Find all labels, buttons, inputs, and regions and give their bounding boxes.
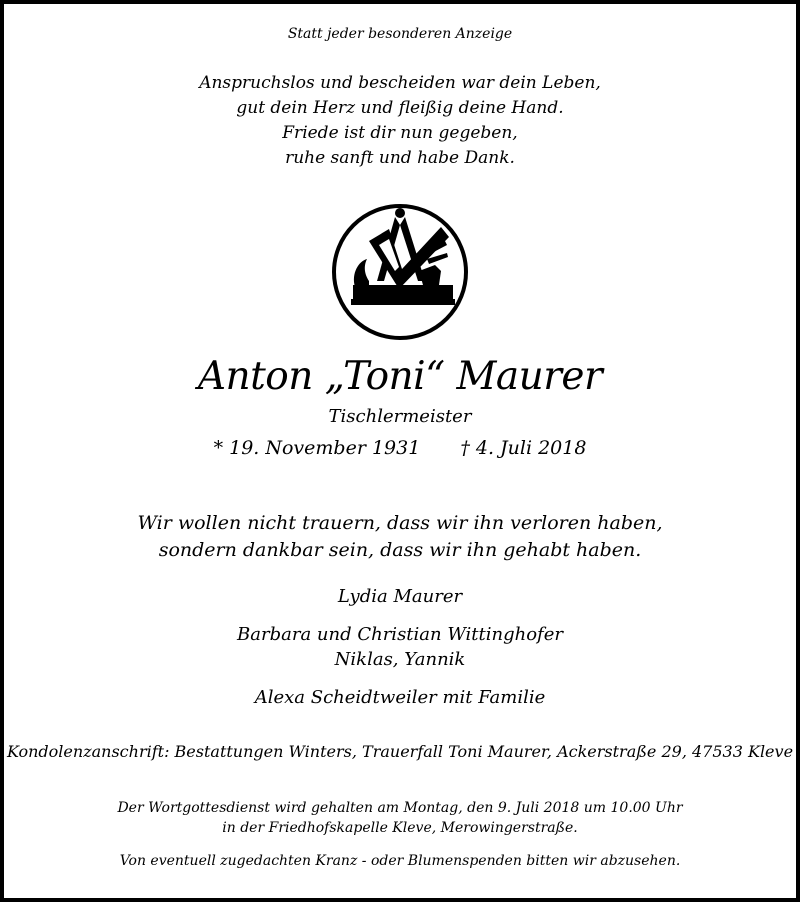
birth-date: * 19. November 1931 [213, 437, 421, 459]
verse-line: Friede ist dir nun gegeben, [282, 123, 518, 143]
deceased-name: Anton „Toni“ Maurer [197, 354, 603, 399]
life-dates [4, 437, 796, 459]
mourner: Lydia Maurer [337, 586, 463, 607]
carpenter-guild-emblem-icon [329, 201, 471, 343]
header-note: Statt jeder besonderen Anzeige [287, 26, 513, 42]
verse-line: Anspruchslos und bescheiden war dein Leben, [199, 73, 601, 93]
profession: Tischlermeister [328, 406, 472, 427]
quote-line: sondern dankbar sein, dass wir ihn gehabt haben. [158, 539, 642, 561]
mourner: Barbara und Christian Wittinghofer [237, 624, 563, 645]
verse-line: ruhe sanft und habe Dank. [285, 148, 515, 168]
mourner: Alexa Scheidtweiler mit Familie [254, 687, 546, 708]
condolence-address: Kondolenzanschrift: Bestattungen Winters, Trauerfall Toni Maurer, Ackerstraße 29, 47533 Kleve [6, 742, 794, 761]
service-line: Der Wortgottesdienst wird gehalten am Montag, den 9. Juli 2018 um 10.00 Uhr [117, 800, 683, 816]
service-line: in der Friedhofskapelle Kleve, Merowingerstraße. [222, 820, 578, 836]
death-date: † 4. Juli 2018 [460, 437, 587, 459]
flowers-note: Von eventuell zugedachten Kranz - oder Blumenspenden bitten wir abzusehen. [119, 853, 681, 869]
quote [4, 510, 796, 564]
quote-line: Wir wollen nicht trauern, dass wir ihn verloren haben, [137, 512, 663, 534]
verse [4, 71, 796, 171]
service-info [4, 798, 796, 838]
mourner: Niklas, Yannik [334, 649, 466, 670]
verse-line: gut dein Herz und fleißig deine Hand. [236, 98, 564, 118]
